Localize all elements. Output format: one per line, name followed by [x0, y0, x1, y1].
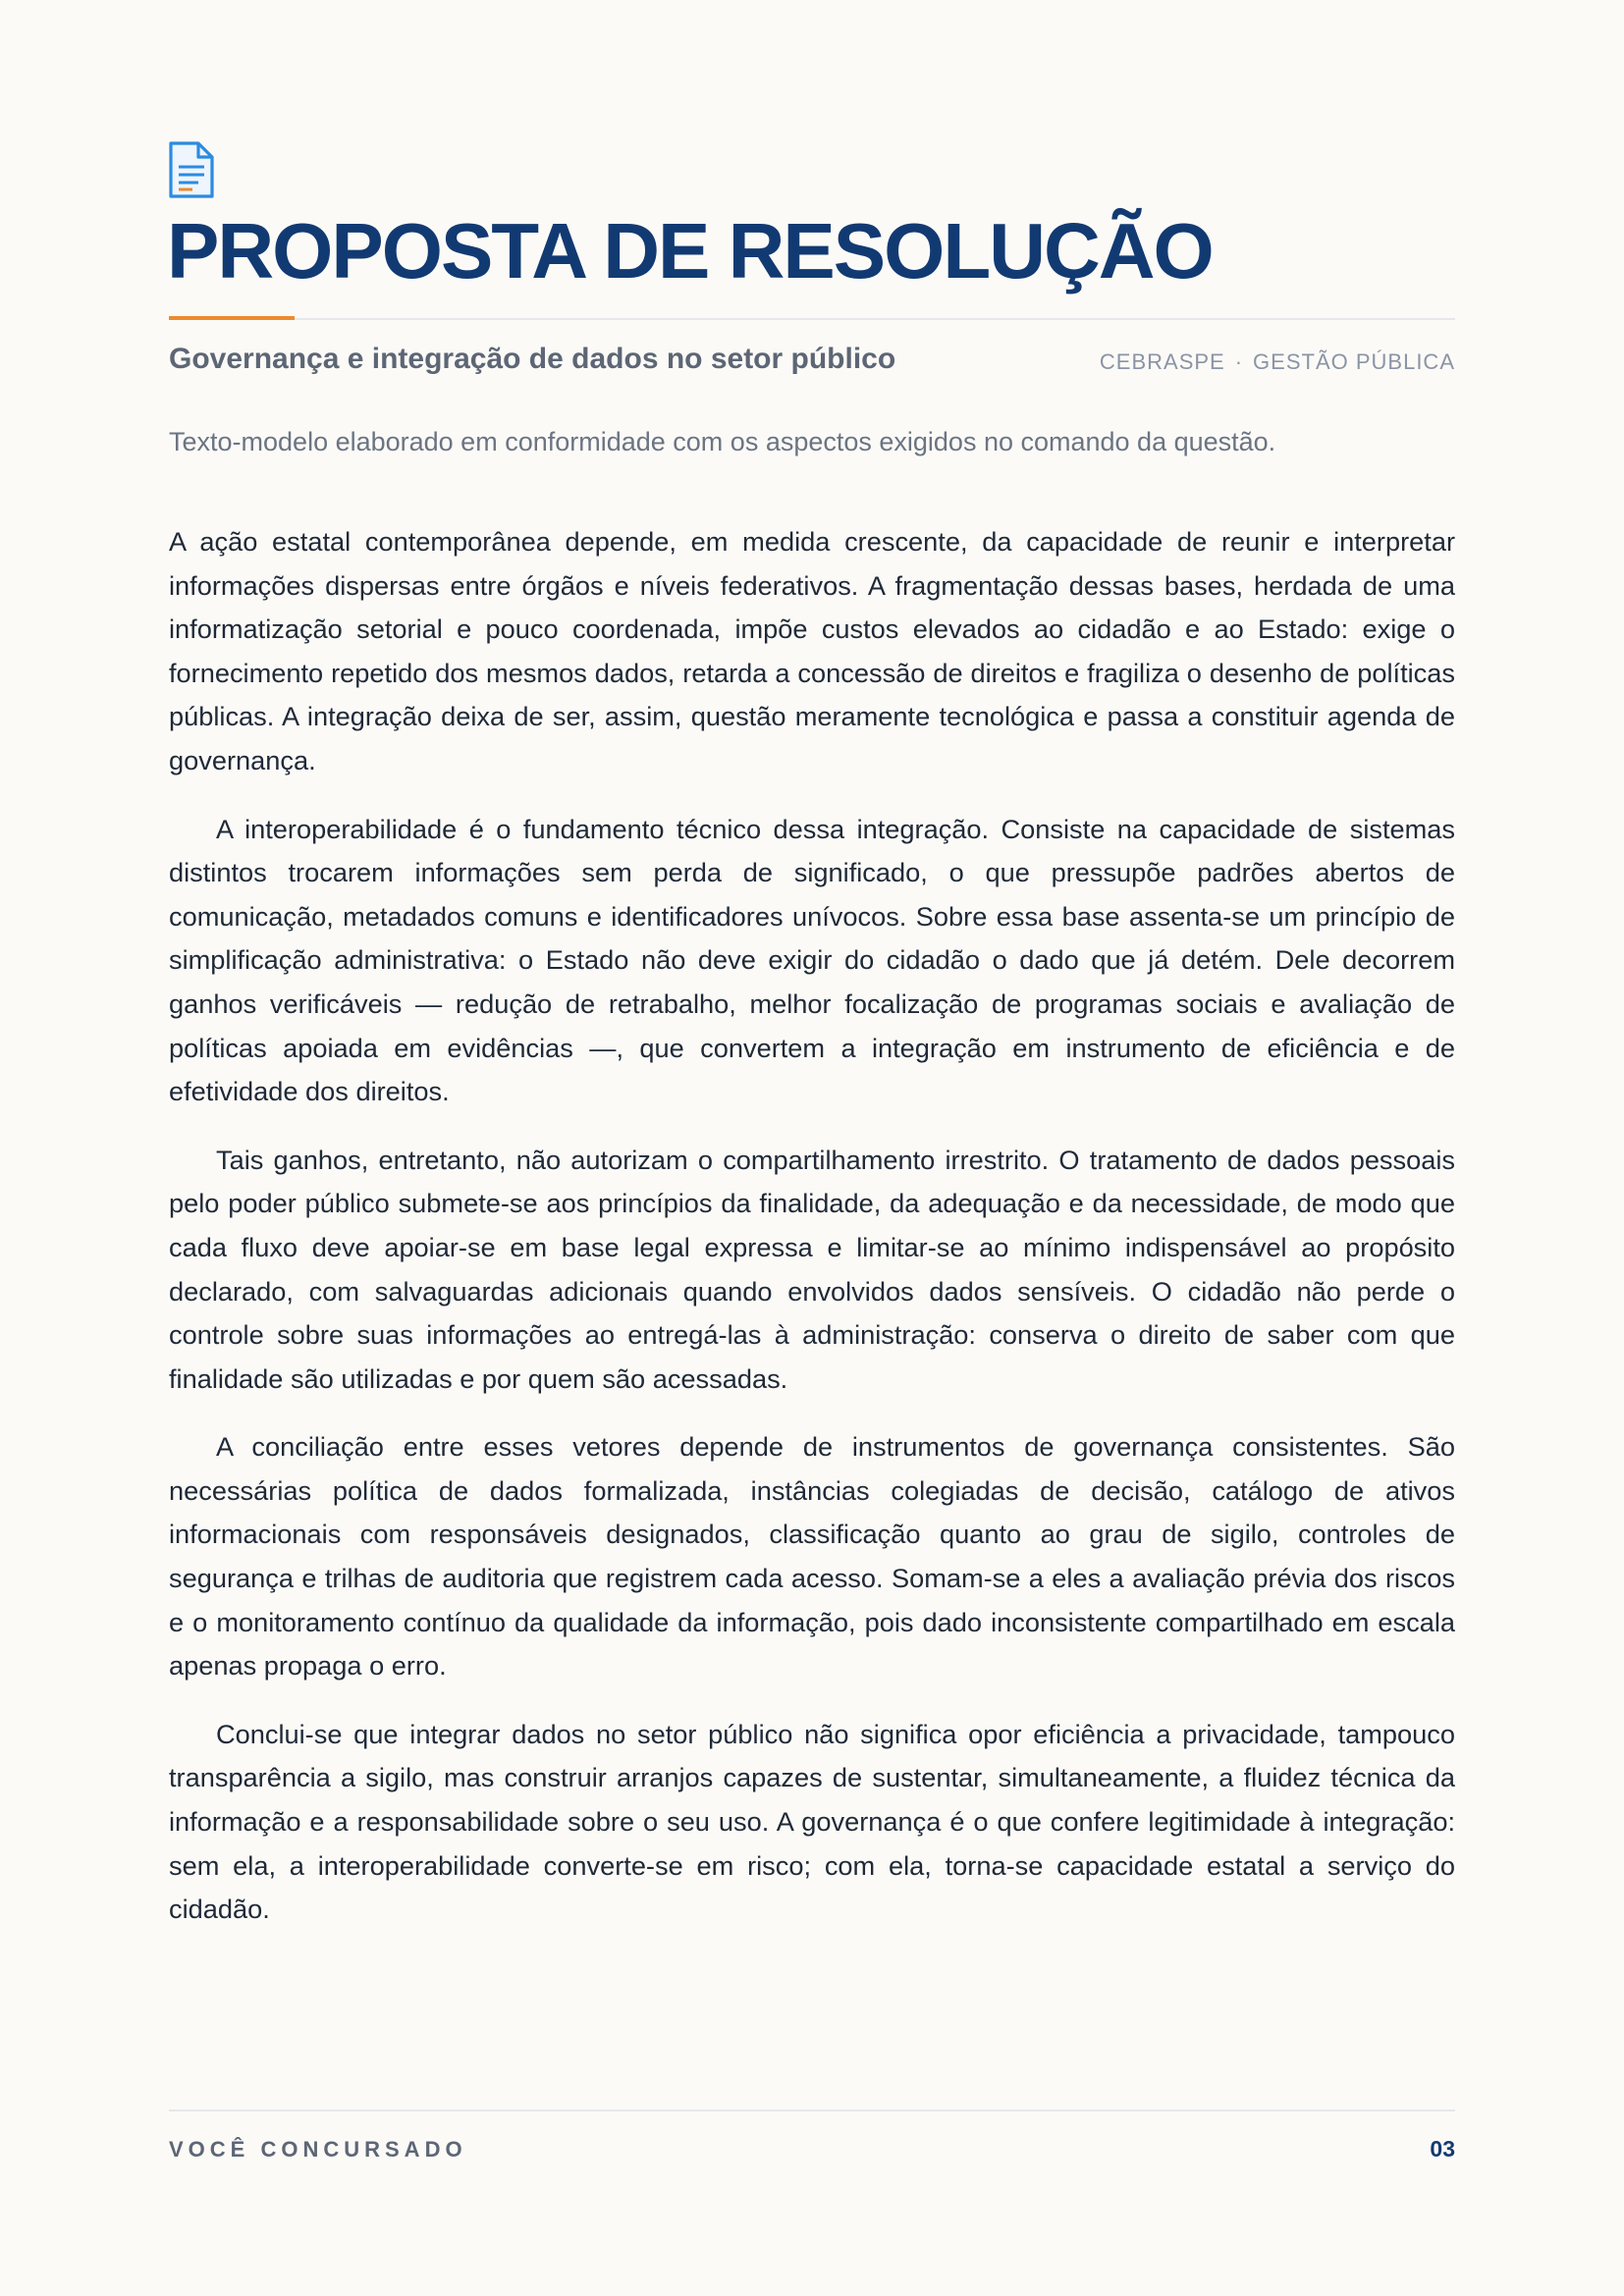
intro-note: Texto-modelo elaborado em conformidade com os aspectos exigidos no comando da questão. [169, 427, 1276, 456]
footer-brand: VOCÊ CONCURSADO [169, 2137, 467, 2162]
exam-meta [1100, 347, 1455, 377]
page-title: PROPOSTA DE RESOLUÇÃO [167, 207, 1213, 294]
page-number: 03 [1430, 2136, 1455, 2162]
page-subtitle: Governança e integração de dados no setor público [169, 343, 896, 375]
exam-board: CEBRASPE [1099, 349, 1225, 374]
paragraph-1: A ação estatal contemporânea depende, em medida crescente, da capacidade de reunir e interpretar informações dispersas entre órgãos e níveis federativos. A fragmentação dessas bases, herdada de uma informatização setorial e pouco coordenada, impõe custos elevados ao cidadão e ao Estado: exige o fornecimento repetido dos mesmos dados, retarda a concessão de direitos e fragiliza o desenho de políticas públicas. A integração deixa de ser, assim, questão meramente tecnológica e passa a constituir agenda de governança. [169, 526, 1455, 775]
paragraph-2: A interoperabilidade é o fundamento técnico dessa integração. Consiste na capacidade de sistemas distintos trocarem informações sem perda de significado, o que pressupõe padrões abertos de comunicação, metadados comuns e identificadores unívocos. Sobre essa base assenta-se um princípio de simplificação administrativa: o Estado não deve exigir do cidadão o dado que já detém. Dele decorrem ganhos verificáveis — redução de retrabalho, melhor focalização de programas sociais e avaliação de políticas apoiada em evidências —, que convertem a integração em instrumento de eficiência e de efetividade dos direitos. [169, 813, 1455, 1107]
meta-separator: · [1234, 349, 1244, 374]
paragraph-5: Conclui-se que integrar dados no setor público não significa opor eficiência a privacidade, tampouco transparência a sigilo, mas construir arranjos capazes de sustentar, simultaneamente, a fluidez técnica da informação e a responsabilidade sobre o seu uso. A governança é o que confere legitimidade à integração: sem ela, a interoperabilidade converte-se em risco; com ela, torna-se capacidade estatal a serviço do cidadão. [169, 1718, 1455, 1925]
header-divider [169, 318, 1455, 320]
paragraph-4: A conciliação entre esses vetores depende de instrumentos de governança consistentes. São necessárias política de dados formalizada, instâncias colegiadas de decisão, catálogo de ativos informacionais com responsáveis designados, classificação quanto ao grau de sigilo, controles de segurança e trilhas de auditoria que registrem cada acesso. Somam-se a eles a avaliação prévia dos riscos e o monitoramento contínuo da qualidade da informação, pois dado inconsistente compartilhado em escala apenas propaga o erro. [169, 1431, 1455, 1682]
essay-body [169, 520, 1455, 1956]
header-accent-bar [169, 316, 295, 320]
paragraph-3: Tais ganhos, entretanto, não autorizam o compartilhamento irrestrito. O tratamento de dados pessoais pelo poder público submete-se aos princípios da finalidade, da adequação e da necessidade, de modo que cada fluxo deve apoiar-se em base legal expressa e limitar-se ao mínimo indispensável ao propósito declarado, com salvaguardas adicionais quando envolvidos dados sensíveis. O cidadão não perde o controle sobre suas informações ao entregá-las à administração: conserva o direito de saber com que finalidade são utilizadas e por quem são acessadas. [169, 1144, 1455, 1394]
exam-subject: GESTÃO PÚBLICA [1253, 349, 1455, 374]
footer-divider [169, 2109, 1455, 2111]
document-icon [167, 140, 216, 199]
